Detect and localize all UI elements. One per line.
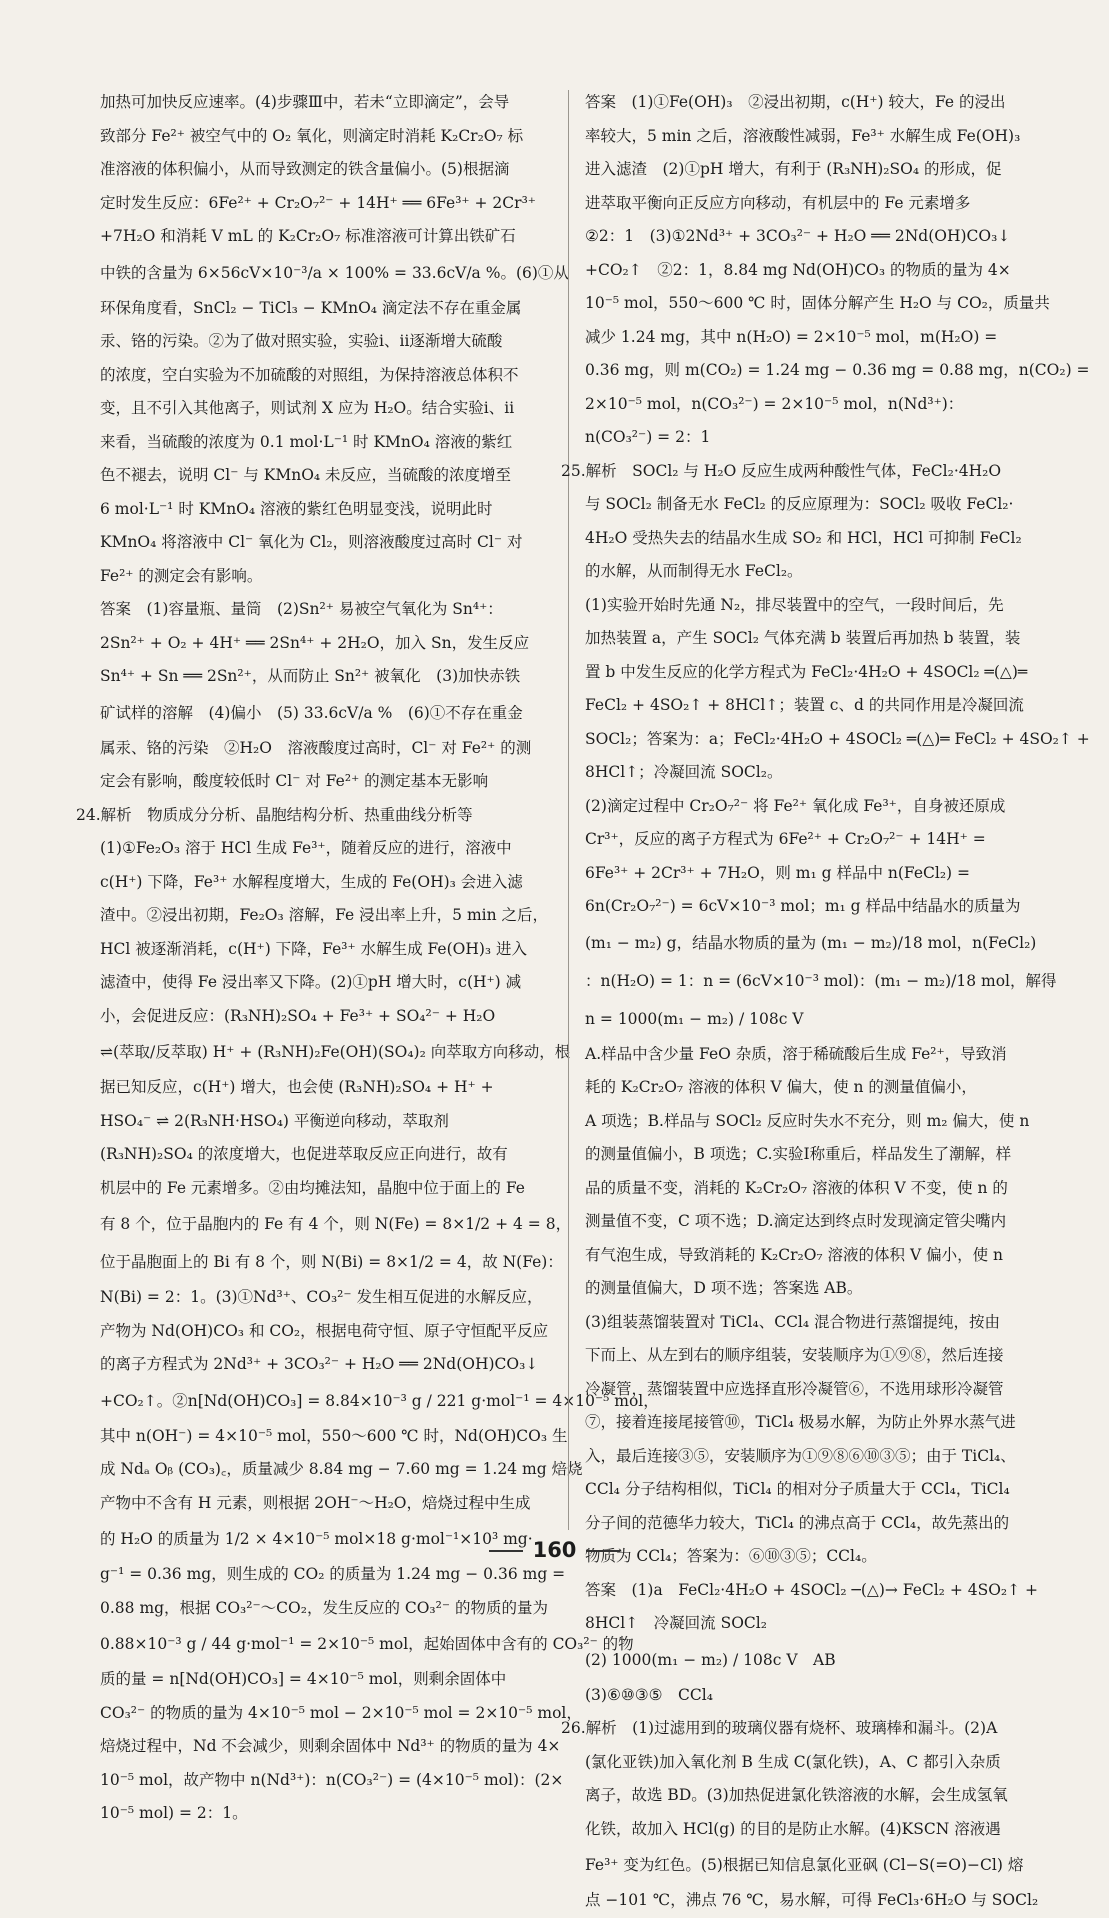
- text-line: 6n(Cr₂O₇²⁻) = 6cV×10⁻³ mol；m₁ g 样品中结晶水的质量为: [585, 897, 1021, 915]
- text-line: 冷凝管，蒸馏装置中应选择直形冷凝管⑥，不选用球形冷凝管: [585, 1379, 1004, 1398]
- text-line: (氯化亚铁)加入氧化剂 B 生成 C(氯化铁)，A、C 都引入杂质: [585, 1752, 1001, 1771]
- text-line: 据已知反应，c(H⁺) 增大，也会使 (R₃NH)₂SO₄ + H⁺ +: [100, 1078, 494, 1096]
- text-line: Fe³⁺ 变为红色。(5)根据已知信息氯化亚砜 (Cl−S(=O)−Cl) 熔: [585, 1856, 1024, 1874]
- text-line: 0.36 mg，则 m(CO₂) = 1.24 mg − 0.36 mg = 0.88 mg，n(CO₂) =: [585, 361, 1090, 379]
- text-line: 26.解析 (1)过滤用到的玻璃仪器有烧杯、玻璃棒和漏斗。(2)A: [561, 1719, 998, 1737]
- text-line: A 项选；B.样品与 SOCl₂ 反应时失水不充分，则 m₂ 偏大，使 n: [585, 1111, 1030, 1130]
- text-line: 有 8 个，位于晶胞内的 Fe 有 4 个，则 N(Fe) = 8×1/2 + 4 = 8，: [100, 1215, 572, 1233]
- text-line: Sn⁴⁺ + Sn ══ 2Sn²⁺，从而防止 Sn²⁺ 被氧化 (3)加快赤铁: [100, 667, 521, 685]
- text-line: 答案 (1)a FeCl₂·4H₂O + 4SOCl₂ ─(△)→ FeCl₂ + 4SO₂↑ +: [585, 1580, 1039, 1599]
- text-line: (1)①Fe₂O₃ 溶于 HCl 生成 Fe³⁺，随着反应的进行，溶液中: [100, 839, 512, 857]
- text-line: FeCl₂ + 4SO₂↑ + 8HCl↑；装置 c、d 的共同作用是冷凝回流: [585, 696, 1024, 714]
- text-line: 的测量值偏小，B 项选；C.实验Ⅰ称重后，样品发生了潮解，样: [585, 1145, 1012, 1163]
- text-line: n = 1000(m₁ − m₂) / 108c V: [585, 1009, 804, 1028]
- text-line: ②2：1 (3)①2Nd³⁺ + 3CO₃²⁻ + H₂O ══ 2Nd(OH)CO₃↓: [585, 227, 1011, 245]
- text-line: 8HCl↑；冷凝回流 SOCl₂。: [585, 763, 783, 781]
- text-line: 的 H₂O 的质量为 1/2 × 4×10⁻⁵ mol×18 g·mol⁻¹×10³ mg·: [100, 1530, 533, 1548]
- text-line: 定时发生反应：6Fe²⁺ + Cr₂O₇²⁻ + 14H⁺ ══ 6Fe³⁺ + 2Cr³⁺: [100, 193, 536, 212]
- text-line: 焙烧过程中，Nd 不会减少，则剩余固体中 Nd³⁺ 的物质的量为 4×: [100, 1737, 561, 1755]
- text-line: +CO₂↑。②n[Nd(OH)CO₃] = 8.84×10⁻³ g / 221 g·mol⁻¹ = 4×10⁻⁵ mol，: [100, 1391, 659, 1410]
- text-line: 产物中不含有 H 元素，则根据 2OH⁻～H₂O，焙烧过程中生成: [100, 1493, 531, 1512]
- text-line: 准溶液的体积偏小，从而导致测定的铁含量偏小。(5)根据滴: [100, 160, 510, 178]
- text-line: 减少 1.24 mg，其中 n(H₂O) = 2×10⁻⁵ mol，m(H₂O) =: [585, 327, 998, 346]
- text-line: 10⁻⁵ mol，550～600 ℃ 时，固体分解产生 H₂O 与 CO₂，质量共: [585, 294, 1050, 312]
- text-line: 0.88 mg，根据 CO₃²⁻～CO₂，发生反应的 CO₃²⁻ 的物质的量为: [100, 1598, 548, 1617]
- text-line: 物质为 CCl₄；答案为：⑥⑩③⑤；CCl₄。: [585, 1547, 877, 1565]
- text-line: 耗的 K₂Cr₂O₇ 溶液的体积 V 偏大，使 n 的测量值偏小，: [585, 1078, 977, 1096]
- text-line: 分子间的范德华力较大，TiCl₄ 的沸点高于 CCl₄，故先蒸出的: [585, 1513, 1010, 1532]
- text-line: CCl₄ 分子结构相似，TiCl₄ 的相对分子质量大于 CCl₄，TiCl₄: [585, 1480, 1010, 1498]
- footer-dash-right: [586, 1550, 620, 1552]
- text-line: 10⁻⁵ mol，故产物中 n(Nd³⁺)：n(CO₃²⁻) = (4×10⁻⁵ mol)：(2×: [100, 1770, 564, 1789]
- text-line: 致部分 Fe²⁺ 被空气中的 O₂ 氧化，则滴定时消耗 K₂Cr₂O₇ 标: [100, 126, 524, 145]
- text-line: 24.解析 物质成分分析、晶胞结构分析、热重曲线分析等: [76, 805, 473, 824]
- text-line: ：n(H₂O) = 1：n = (6cV×10⁻³ mol)：(m₁ − m₂)/18 mol，解得: [585, 971, 1057, 990]
- text-line: 汞、铬的污染。②为了做对照实验，实验ⅰ、ⅱ逐渐增大硫酸: [100, 332, 503, 350]
- text-line: 点 −101 ℃，沸点 76 ℃，易水解，可得 FeCl₃·6H₂O 与 SOCl₂: [585, 1891, 1039, 1909]
- text-line: 滤渣中，使得 Fe 浸出率又下降。(2)①pH 增大时，c(H⁺) 减: [100, 973, 522, 991]
- text-line: KMnO₄ 将溶液中 Cl⁻ 氧化为 Cl₂，则溶液酸度过高时 Cl⁻ 对: [100, 533, 523, 551]
- text-line: 8HCl↑ 冷凝回流 SOCl₂: [585, 1614, 767, 1632]
- text-line: (2)滴定过程中 Cr₂O₇²⁻ 将 Fe²⁺ 氧化成 Fe³⁺，自身被还原成: [585, 796, 1006, 815]
- text-line: 入，最后连接③⑤，安装顺序为①⑨⑧⑥⑩③⑤；由于 TiCl₄、: [585, 1446, 1016, 1465]
- text-line: 加热可加快反应速率。(4)步骤Ⅲ中，若未“立即滴定”，会导: [100, 93, 510, 111]
- text-line: 品的质量不变，消耗的 K₂Cr₂O₇ 溶液的体积 V 不变，使 n 的: [585, 1178, 1008, 1197]
- text-line: 下而上、从左到右的顺序组装，安装顺序为①⑨⑧，然后连接: [585, 1346, 1004, 1364]
- text-line: 测量值不变，C 项不选；D.滴定达到终点时发现滴定管尖嘴内: [585, 1212, 1007, 1230]
- text-line: A.样品中含少量 FeO 杂质，溶于稀硫酸后生成 Fe²⁺，导致消: [585, 1044, 1007, 1063]
- text-line: (3)⑥⑩③⑤ CCl₄: [585, 1685, 713, 1704]
- text-line: 成 Ndₐ Oᵦ (CO₃)꜀，质量减少 8.84 mg − 7.60 mg = 1.24 mg 焙烧: [100, 1460, 583, 1478]
- text-line: 2×10⁻⁵ mol，n(CO₃²⁻) = 2×10⁻⁵ mol，n(Nd³⁺)：: [585, 394, 964, 413]
- footer-dash-left: [489, 1550, 523, 1552]
- text-line: c(H⁺) 下降，Fe³⁺ 水解程度增大，生成的 Fe(OH)₃ 会进入滤: [100, 872, 523, 891]
- text-line: 4H₂O 受热失去的结晶水生成 SO₂ 和 HCl，HCl 可抑制 FeCl₂: [585, 528, 1022, 547]
- text-line: 渣中。②浸出初期，Fe₂O₃ 溶解，Fe 浸出率上升，5 min 之后，: [100, 906, 549, 924]
- page-number: 160: [532, 1538, 577, 1562]
- column-divider: [568, 90, 569, 1530]
- text-line: 答案 (1)容量瓶、量筒 (2)Sn²⁺ 易被空气氧化为 Sn⁴⁺：: [100, 600, 503, 618]
- right-column: [561, 86, 1090, 1918]
- text-line: 变，且不引入其他离子，则试剂 X 应为 H₂O。结合实验ⅰ、ⅱ: [100, 399, 515, 417]
- text-line: 答案 (1)①Fe(OH)₃ ②浸出初期，c(H⁺) 较大，Fe 的浸出: [585, 93, 1006, 111]
- text-line: 定会有影响，酸度较低时 Cl⁻ 对 Fe²⁺ 的测定基本无影响: [100, 772, 489, 790]
- text-line: 10⁻⁵ mol) = 2：1。: [100, 1804, 248, 1822]
- text-line: 位于晶胞面上的 Bi 有 8 个，则 N(Bi) = 8×1/2 = 4，故 N(Fe)：: [100, 1253, 563, 1271]
- text-line: HSO₄⁻ ⇌ 2(R₃NH·HSO₄) 平衡逆向移动，萃取剂: [100, 1111, 449, 1130]
- text-line: 率较大，5 min 之后，溶液酸性减弱，Fe³⁺ 水解生成 Fe(OH)₃: [585, 126, 1021, 145]
- text-line: 进萃取平衡向正反应方向移动，有机层中的 Fe 元素增多: [585, 193, 971, 212]
- text-line: 矿试样的溶解 (4)偏小 (5) 33.6cV/a % (6)①不存在重金: [100, 703, 523, 722]
- text-line: SOCl₂；答案为：a；FeCl₂·4H₂O + 4SOCl₂ ═(△)═ FeCl₂ + 4SO₂↑ +: [585, 729, 1090, 748]
- text-line: 置 b 中发生反应的化学方程式为 FeCl₂·4H₂O + 4SOCl₂ ═(△)═: [585, 662, 1028, 681]
- text-line: 产物为 Nd(OH)CO₃ 和 CO₂，根据电荷守恒、原子守恒配平反应: [100, 1321, 549, 1340]
- text-line: CO₃²⁻ 的物质的量为 4×10⁻⁵ mol − 2×10⁻⁵ mol = 2×10⁻⁵ mol，: [100, 1703, 582, 1722]
- text-line: HCl 被逐渐消耗，c(H⁺) 下降，Fe³⁺ 水解生成 Fe(OH)₃ 进入: [100, 939, 528, 958]
- text-line: 25.解析 SOCl₂ 与 H₂O 反应生成两种酸性气体，FeCl₂·4H₂O: [561, 461, 1002, 480]
- text-line: 小，会促进反应：(R₃NH)₂SO₄ + Fe³⁺ + SO₄²⁻ + H₂O: [100, 1006, 496, 1025]
- text-line: 6Fe³⁺ + 2Cr³⁺ + 7H₂O，则 m₁ g 样品中 n(FeCl₂) =: [585, 863, 970, 882]
- text-line: 色不褪去，说明 Cl⁻ 与 KMnO₄ 未反应，当硫酸的浓度增至: [100, 466, 512, 484]
- text-line: 的离子方程式为 2Nd³⁺ + 3CO₃²⁻ + H₂O ══ 2Nd(OH)CO₃↓: [100, 1355, 539, 1373]
- text-line: 离子，故选 BD。(3)加热促进氯化铁溶液的水解，会生成氢氧: [585, 1786, 1008, 1804]
- text-line: 有气泡生成，导致消耗的 K₂Cr₂O₇ 溶液的体积 V 偏小，使 n: [585, 1245, 1004, 1264]
- text-line: 中铁的含量为 6×56cV×10⁻³/a × 100% = 33.6cV/a %。(6)①从: [100, 263, 569, 282]
- text-line: 的水解，从而制得无水 FeCl₂。: [585, 562, 803, 580]
- text-line: 属汞、铬的污染 ②H₂O 溶液酸度过高时，Cl⁻ 对 Fe²⁺ 的测: [100, 738, 532, 757]
- text-line: 其中 n(OH⁻) = 4×10⁻⁵ mol，550～600 ℃ 时，Nd(OH)CO₃ 生: [100, 1426, 568, 1445]
- text-line: 加热装置 a，产生 SOCl₂ 气体充满 b 装置后再加热 b 装置，装: [585, 629, 1021, 647]
- text-line: (m₁ − m₂) g，结晶水物质的量为 (m₁ − m₂)/18 mol，n(FeCl₂): [585, 933, 1037, 952]
- text-line: N(Bi) = 2：1。(3)①Nd³⁺、CO₃²⁻ 发生相互促进的水解反应，: [100, 1288, 543, 1306]
- text-line: (3)组装蒸馏装置对 TiCl₄、CCl₄ 混合物进行蒸馏提纯，按由: [585, 1312, 1001, 1331]
- text-line: Fe²⁺ 的测定会有影响。: [100, 566, 263, 585]
- text-line: 2Sn²⁺ + O₂ + 4H⁺ ══ 2Sn⁴⁺ + 2H₂O，加入 Sn，发生反应: [100, 633, 530, 652]
- text-line: +7H₂O 和消耗 V mL 的 K₂Cr₂O₇ 标准溶液可计算出铁矿石: [100, 227, 516, 245]
- page-number-footer: [0, 1538, 1109, 1562]
- text-line: 机层中的 Fe 元素增多。②由均摊法知，晶胞中位于面上的 Fe: [100, 1178, 525, 1197]
- text-line: ⇌(萃取/反萃取) H⁺ + (R₃NH)₂Fe(OH)(SO₄)₂ 向萃取方向移动，根: [100, 1043, 571, 1061]
- text-line: g⁻¹ = 0.36 mg，则生成的 CO₂ 的质量为 1.24 mg − 0.36 mg =: [100, 1565, 566, 1583]
- text-line: 与 SOCl₂ 制备无水 FeCl₂ 的反应原理为：SOCl₂ 吸收 FeCl₂·: [585, 495, 1014, 513]
- text-line: 环保角度看，SnCl₂ − TiCl₃ − KMnO₄ 滴定法不存在重金属: [100, 298, 522, 317]
- text-line: 0.88×10⁻³ g / 44 g·mol⁻¹ = 2×10⁻⁵ mol，起始固体中含有的 CO₃²⁻ 的物: [100, 1635, 634, 1653]
- text-line: Cr³⁺，反应的离子方程式为 6Fe²⁺ + Cr₂O₇²⁻ + 14H⁺ =: [585, 830, 986, 848]
- text-line: 来看，当硫酸的浓度为 0.1 mol·L⁻¹ 时 KMnO₄ 溶液的紫红: [100, 432, 513, 451]
- text-line: 化铁，故加入 HCl(g) 的目的是防止水解。(4)KSCN 溶液遇: [585, 1819, 1001, 1838]
- text-line: (1)实验开始时先通 N₂，排尽装置中的空气，一段时间后，先: [585, 595, 1004, 614]
- text-line: 的测量值偏大，D 项不选；答案选 AB。: [585, 1279, 863, 1297]
- text-line: 质的量 = n[Nd(OH)CO₃] = 4×10⁻⁵ mol，则剩余固体中: [100, 1670, 507, 1688]
- text-line: 进入滤渣 (2)①pH 增大，有利于 (R₃NH)₂SO₄ 的形成，促: [585, 160, 1002, 178]
- text-line: ⑦，接着连接尾接管⑩，TiCl₄ 极易水解，为防止外界水蒸气进: [585, 1413, 1016, 1431]
- text-line: 6 mol·L⁻¹ 时 KMnO₄ 溶液的紫红色明显变浅，说明此时: [100, 499, 493, 518]
- text-line: (R₃NH)₂SO₄ 的浓度增大，也促进萃取反应正向进行，故有: [100, 1145, 508, 1163]
- text-line: +CO₂↑ ②2：1，8.84 mg Nd(OH)CO₃ 的物质的量为 4×: [585, 260, 1011, 279]
- text-line: (2) 1000(m₁ − m₂) / 108c V AB: [585, 1650, 836, 1669]
- text-line: 的浓度，空白实验为不加硫酸的对照组，为保持溶液总体积不: [100, 365, 519, 384]
- text-line: n(CO₃²⁻) = 2：1: [585, 428, 711, 446]
